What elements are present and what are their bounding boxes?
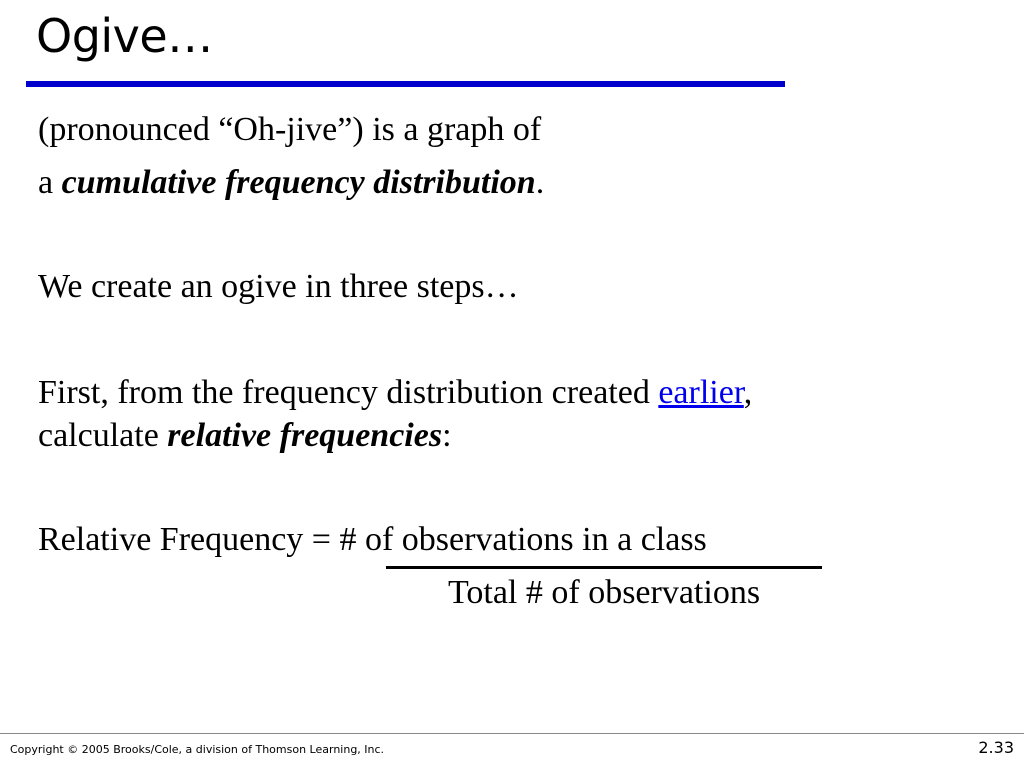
step-one-line-2-prefix: calculate: [38, 417, 168, 454]
formula-line: [38, 520, 707, 560]
footer-divider: [0, 733, 1024, 734]
slide-title: Ogive…: [36, 9, 213, 63]
copyright-notice: Copyright © 2005 Brooks/Cole, a division of Thomson Learning, Inc.: [10, 743, 385, 756]
definition-line-1: [38, 110, 541, 150]
slide-number: 2.33: [978, 738, 1014, 757]
steps-intro-text: We create an ogive in three steps…: [38, 268, 519, 305]
definition-line-2: [38, 163, 544, 203]
step-one-suffix: ,: [743, 374, 753, 411]
formula-numerator: # of observations in a class: [339, 521, 707, 558]
definition-prefix: a: [38, 164, 62, 201]
earlier-link[interactable]: earlier: [658, 374, 744, 411]
definition-text: (pronounced “Oh-jive”) is a graph of: [38, 111, 542, 148]
formula-denominator-line: [448, 573, 760, 613]
definition-emphasis: cumulative frequency distribution: [61, 164, 536, 201]
step-one-line-2: [38, 416, 452, 456]
step-one-emphasis: relative frequencies: [167, 417, 443, 454]
steps-intro: [38, 267, 519, 307]
step-one-line-2-suffix: :: [442, 417, 452, 454]
formula-denominator: Total # of observations: [448, 574, 761, 611]
step-one-line-1: [38, 373, 752, 413]
formula-lhs: Relative Frequency =: [38, 521, 340, 558]
step-one-prefix: First, from the frequency distribution created: [38, 374, 659, 411]
definition-suffix: .: [535, 164, 545, 201]
fraction-bar: [386, 566, 822, 569]
title-underline: [26, 81, 785, 87]
